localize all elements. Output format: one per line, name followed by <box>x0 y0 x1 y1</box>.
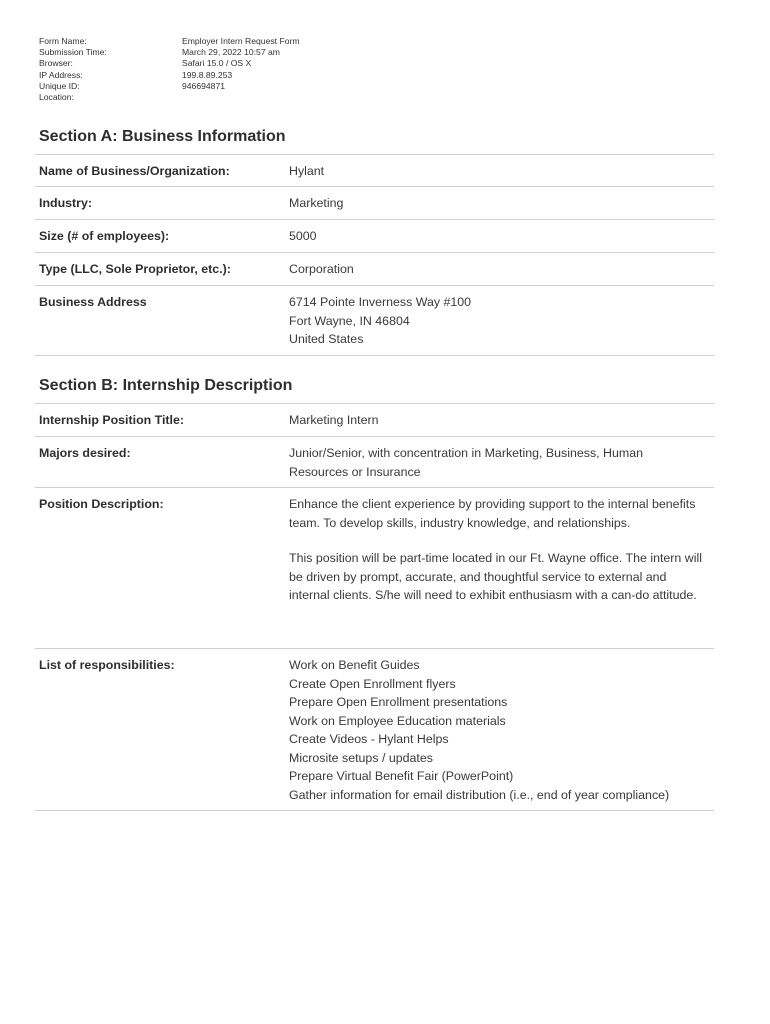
responsibility-item: Work on Benefit Guides <box>289 658 420 672</box>
row-business-name <box>35 155 714 187</box>
meta-row-form-name <box>39 36 300 47</box>
address-line-1: 6714 Pointe Inverness Way #100 <box>289 295 472 309</box>
responsibilities-list <box>289 656 714 810</box>
majors-label: Majors desired: <box>39 446 131 460</box>
position-title-value: Marketing Intern <box>289 413 379 427</box>
type-label: Type (LLC, Sole Proprietor, etc.): <box>39 262 231 276</box>
description-p2-line-2: be driven by prompt, accurate, and thoughtful service to external and <box>289 569 667 584</box>
responsibility-item: Work on Employee Education materials <box>289 713 506 728</box>
industry-label: Industry: <box>39 196 93 210</box>
size-label: Size (# of employees): <box>39 229 170 243</box>
responsibility-item: Create Videos - Hylant Helps <box>289 732 449 746</box>
browser-label: Browser: <box>39 58 73 69</box>
ip-address-label: IP Address: <box>39 69 83 80</box>
row-position-title <box>35 404 714 437</box>
position-description-value <box>289 495 714 648</box>
responsibility-item: Prepare Virtual Benefit Fair (PowerPoint) <box>289 769 514 783</box>
business-address-label: Business Address <box>39 295 147 309</box>
meta-row-location <box>39 92 300 103</box>
submission-time-value: March 29, 2022 10:57 am <box>182 47 280 58</box>
unique-id-value: 946694871 <box>182 80 226 91</box>
size-value: 5000 <box>289 229 317 243</box>
meta-row-ip <box>39 70 300 81</box>
section-a-title: Section A: Business Information <box>35 126 714 155</box>
position-title-label: Internship Position Title: <box>39 413 185 427</box>
form-name-value: Employer Intern Request Form <box>182 36 300 46</box>
description-p1-line-2: team. To develop skills, industry knowledge, and relationships. <box>289 515 631 530</box>
responsibility-item: Prepare Open Enrollment presentations <box>289 695 508 709</box>
section-a <box>35 126 714 356</box>
address-line-2: Fort Wayne, IN 46804 <box>289 313 410 328</box>
row-majors <box>35 437 714 488</box>
majors-line-2: Resources or Insurance <box>289 464 421 479</box>
meta-row-unique-id <box>39 81 300 92</box>
industry-value: Marketing <box>289 196 344 210</box>
business-name-value: Hylant <box>289 164 325 178</box>
row-industry <box>35 187 714 220</box>
ip-address-value: 199.8.89.253 <box>182 69 233 80</box>
type-value: Corporation <box>289 262 354 276</box>
responsibilities-label: List of responsibilities: <box>39 658 175 672</box>
responsibility-item: Gather information for email distribution (i.e., end of year compliance) <box>289 787 670 802</box>
submission-metadata <box>39 36 300 103</box>
row-business-address <box>35 286 714 356</box>
section-b-title: Section B: Internship Description <box>35 375 714 404</box>
section-b <box>35 375 714 811</box>
row-responsibilities <box>35 649 714 811</box>
meta-row-browser <box>39 58 300 69</box>
responsibility-item: Create Open Enrollment flyers <box>289 676 456 691</box>
position-description-label: Position Description: <box>39 497 164 511</box>
unique-id-label: Unique ID: <box>39 80 80 91</box>
business-name-label: Name of Business/Organization: <box>39 164 230 178</box>
majors-value <box>289 444 714 487</box>
browser-value: Safari 15.0 / OS X <box>182 58 252 69</box>
row-type <box>35 253 714 286</box>
location-label: Location: <box>39 92 74 103</box>
meta-row-submission-time <box>39 47 300 58</box>
address-line-3: United States <box>289 332 364 346</box>
business-address-value <box>289 293 714 355</box>
description-p2-line-1: This position will be part-time located in our Ft. Wayne office. The intern will <box>289 551 702 565</box>
description-p1-line-1: Enhance the client experience by providing support to the internal benefits <box>289 497 696 511</box>
submission-time-label: Submission Time: <box>39 47 107 58</box>
description-p2-line-3: internal clients. S/he will need to exhibit enthusiasm with a can-do attitude. <box>289 588 697 602</box>
responsibility-item: Microsite setups / updates <box>289 750 433 765</box>
form-name-label: Form Name: <box>39 36 87 46</box>
majors-line-1: Junior/Senior, with concentration in Marketing, Business, Human <box>289 446 643 460</box>
row-position-description <box>35 488 714 649</box>
row-size <box>35 220 714 253</box>
